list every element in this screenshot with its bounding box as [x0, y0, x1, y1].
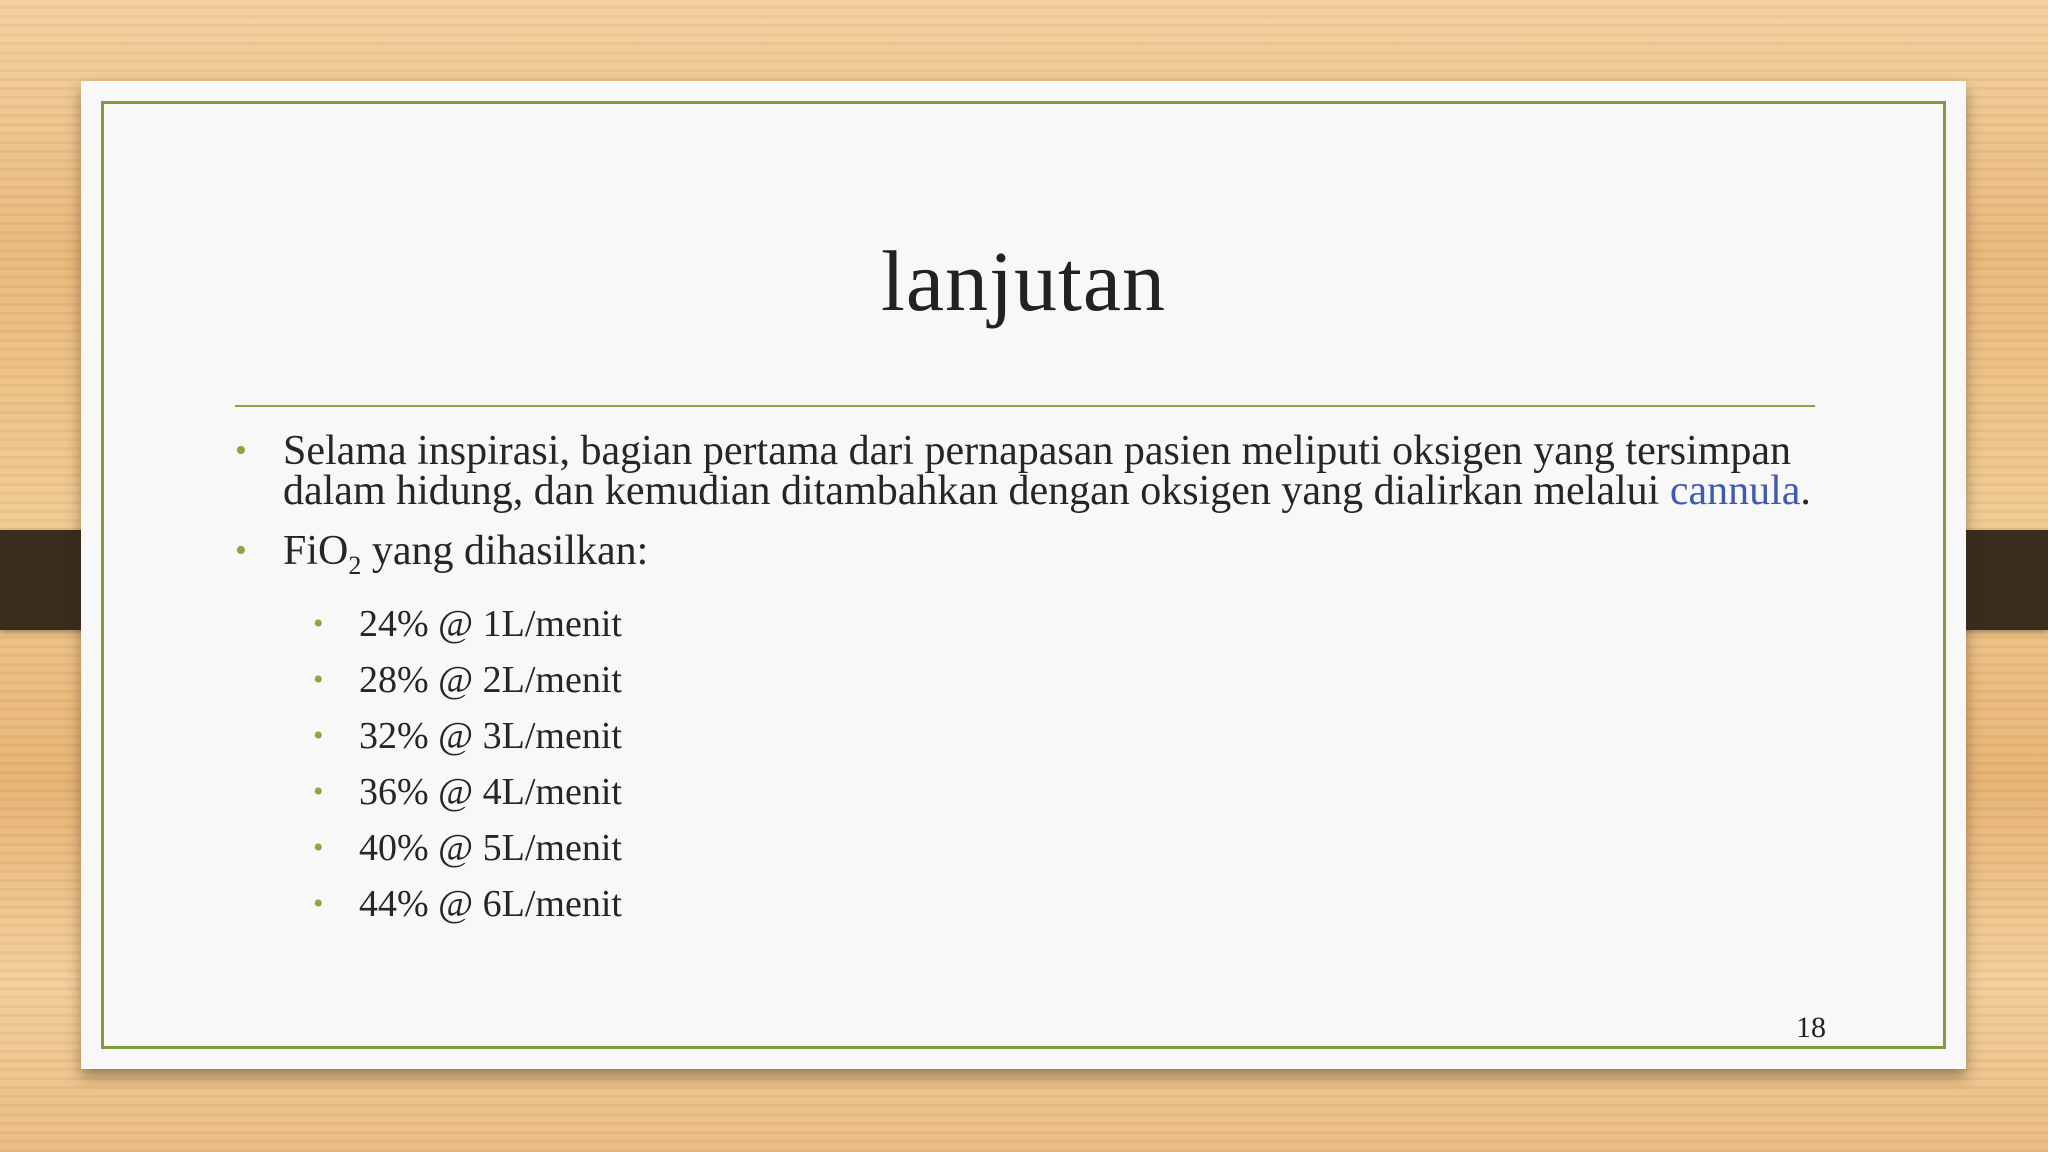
sub-bullet [313, 652, 1835, 708]
sub-bullet [313, 820, 1835, 876]
slide-title: lanjutan [880, 233, 1167, 329]
bullet-dot-icon: • [313, 831, 324, 864]
sub-bullet [313, 876, 1835, 932]
sub-bullet-text: 28% @ 2L/menit [359, 659, 622, 701]
fio2-subscript: 2 [348, 551, 362, 580]
title-divider [235, 405, 1815, 407]
sub-bullet-text: 36% @ 4L/menit [359, 771, 622, 813]
sub-bullet-text: 24% @ 1L/menit [359, 603, 622, 645]
bullet-list [235, 428, 1835, 932]
fio2-suffix: yang dihasilkan: [361, 528, 649, 574]
sub-bullet [313, 596, 1835, 652]
bullet-dot-icon: • [313, 775, 324, 808]
sub-bullet-text: 40% @ 5L/menit [359, 827, 622, 869]
sub-bullet [313, 764, 1835, 820]
bullet-dot-icon: • [313, 607, 324, 640]
bullet-text-end: . [1800, 468, 1811, 514]
sub-bullet [313, 708, 1835, 764]
page-number: 18 [1796, 1011, 1826, 1044]
slide [81, 81, 1966, 1069]
fio2-prefix: FiO [283, 528, 349, 574]
bullet-dot-icon: • [235, 432, 247, 469]
sub-bullet-text: 32% @ 3L/menit [359, 715, 622, 757]
cannula-link[interactable]: cannula [1669, 468, 1801, 514]
bullet-dot-icon: • [235, 532, 247, 569]
bullet-text: Selama inspirasi, bagian pertama dari pernapasan pasien meliputi oksigen yang tersimpan dalam hidung, dan kemudian ditambahkan dengan oksigen yang dialirkan melalui [283, 428, 1792, 514]
bullet-dot-icon: • [313, 887, 324, 920]
bullet-dot-icon: • [313, 663, 324, 696]
bullet-fio2 [235, 528, 1835, 586]
bullet-inspiration [235, 428, 1835, 514]
sub-bullet-text: 44% @ 6L/menit [359, 883, 622, 925]
bullet-dot-icon: • [313, 719, 324, 752]
